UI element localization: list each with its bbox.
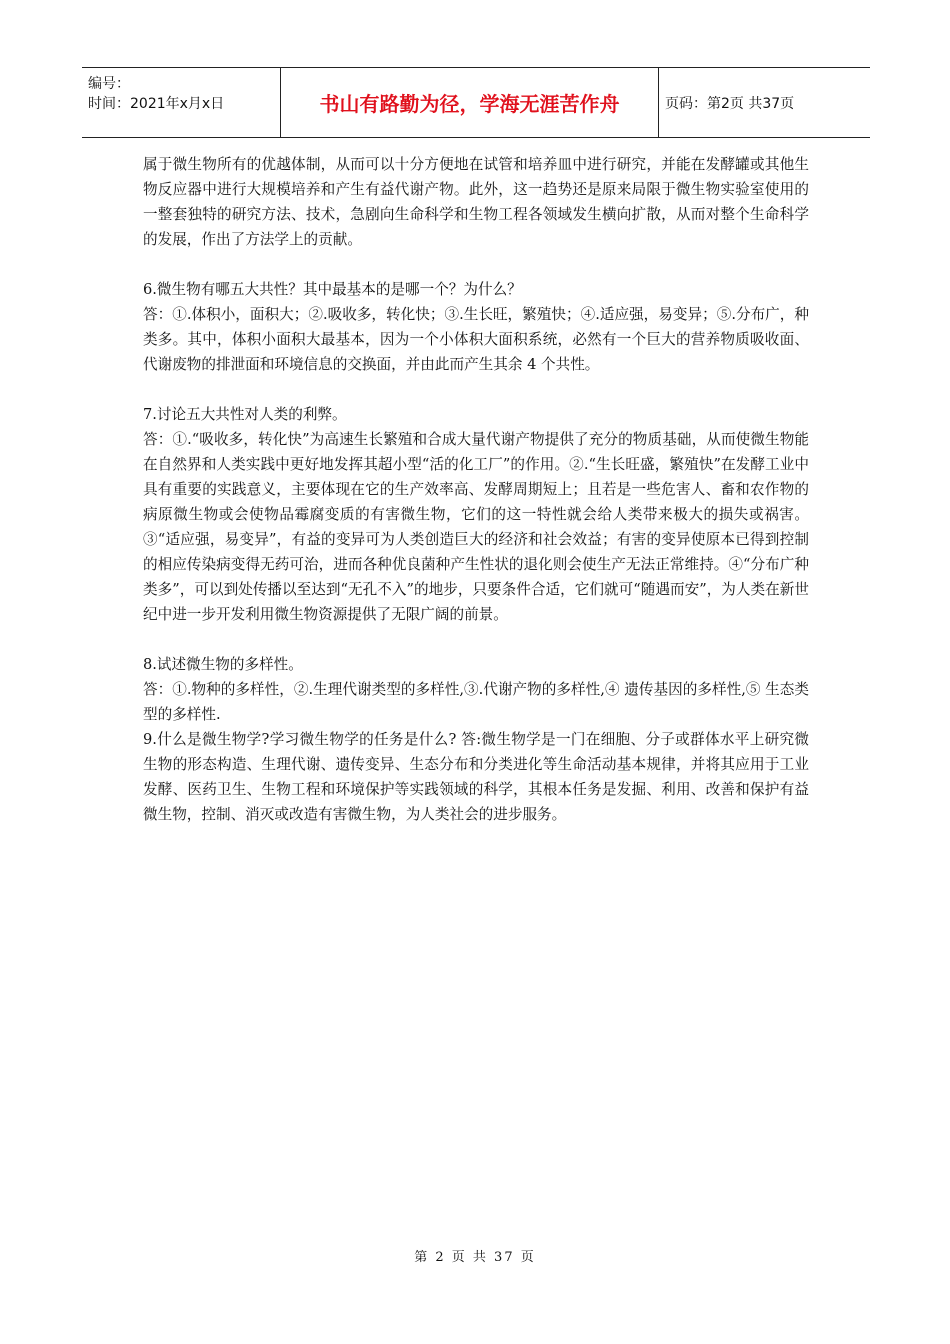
intro-paragraph: 属于微生物所有的优越体制，从而可以十分方便地在试管和培养皿中进行研究，并能在发酵罐或其他生物反应器中进行大规模培养和产生有益代谢产物。此外，这一趋势还是原来局限于微生物实验室使用的一整套独特的研究方法、技术，急剧向生命科学和生物工程各领域发生横向扩散，从而对整个生命科学的发展，作出了方法学上的贡献。 xyxy=(143,156,809,248)
document-body xyxy=(143,152,809,827)
page-header xyxy=(82,67,870,138)
document-number-label: 编号： xyxy=(88,76,130,92)
header-meta xyxy=(82,68,281,137)
answer-8: 答：①.物种的多样性，②.生理代谢类型的多样性,③.代谢产物的多样性,④ 遗传基因的多样性,⑤ 生态类型的多样性. xyxy=(143,681,809,723)
document-date: 时间：2021年x月x日 xyxy=(88,96,225,112)
header-motto: 书山有路勤为径，学海无涯苦作舟 xyxy=(281,68,659,137)
answer-6: 答：①.体积小，面积大；②.吸收多，转化快；③.生长旺，繁殖快；④.适应强，易变异；⑤.分布广，种类多。其中，体积小面积大最基本，因为一个小体积大面积系统，必然有一个巨大的营养物质吸收面、代谢废物的排泄面和环境信息的交换面，并由此而产生其余 4 个共性。 xyxy=(143,306,809,373)
question-8: 8.试述微生物的多样性。 xyxy=(143,656,303,673)
answer-7: 答：①.“吸收多，转化快”为高速生长繁殖和合成大量代谢产物提供了充分的物质基础，从而使微生物能在自然界和人类实践中更好地发挥其超小型“活的化工厂”的作用。②.“生长旺盛，繁殖快”在发酵工业中具有重要的实践意义，主要体现在它的生产效率高、发酵周期短上；且若是一些危害人、畜和农作物的病原微生物或会使物品霉腐变质的有害微生物，它们的这一特性就会给人类带来极大的损失或祸害。③“适应强，易变异”，有益的变异可为人类创造巨大的经济和社会效益；有害的变异使原本已得到控制的相应传染病变得无药可治，进而各种优良菌种产生性状的退化则会使生产无法正常维持。④“分布广种类多”，可以到处传播以至达到“无孔不入”的地步，只要条件合适，它们就可“随遇而安”，为人类在新世纪中进一步开发利用微生物资源提供了无限广阔的前景。 xyxy=(143,431,809,623)
question-7: 7.讨论五大共性对人类的利弊。 xyxy=(143,406,347,423)
header-page-info: 页码：第2页 共37页 xyxy=(665,95,795,112)
page-footer: 第 2 页 共 37 页 xyxy=(414,1250,536,1265)
question-6: 6.微生物有哪五大共性？其中最基本的是哪一个？为什么？ xyxy=(143,281,522,298)
question-9: 9.什么是微生物学?学习微生物学的任务是什么? 答:微生物学是一门在细胞、分子或群体水平上研究微生物的形态构造、生理代谢、遗传变异、生态分布和分类进化等生命活动基本规律，并将其应用于工业发酵、医药卫生、生物工程和环境保护等实践领域的科学，其根本任务是发掘、利用、改善和保护有益微生物，控制、消灭或改造有害微生物，为人类社会的进步服务。 xyxy=(143,731,809,823)
